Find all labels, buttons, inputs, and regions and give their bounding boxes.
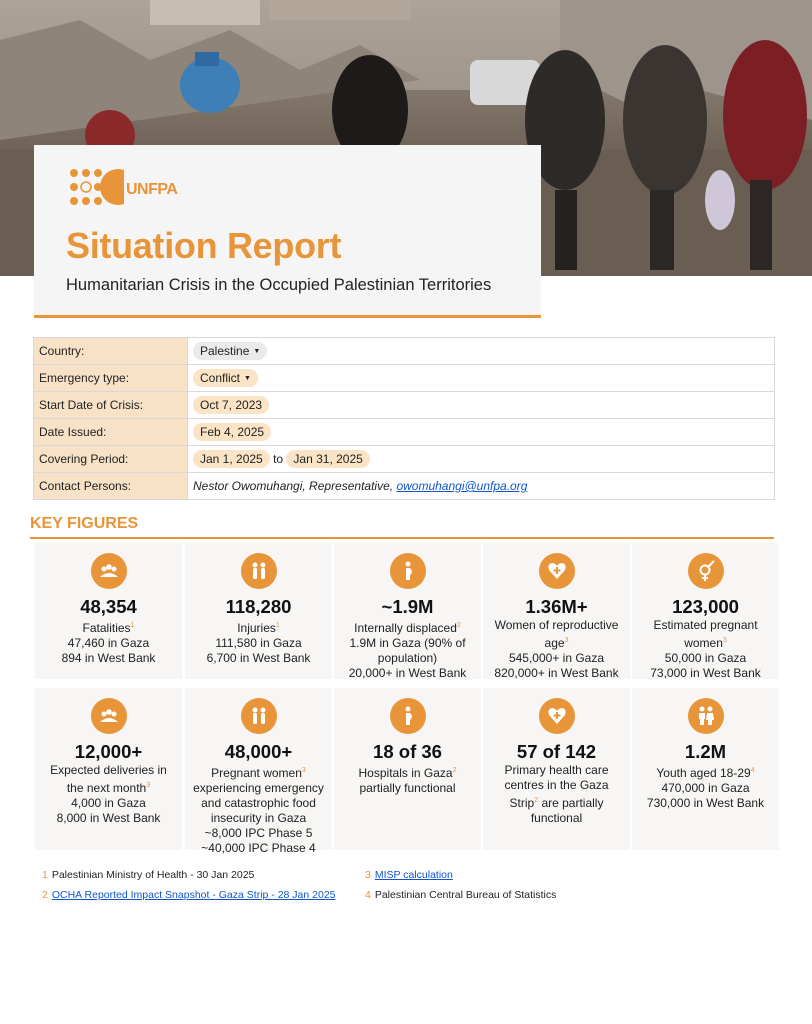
figure-detail: and catastrophic food [201,796,316,810]
footnote-ref: 2 [534,797,539,804]
period-start-chip[interactable]: Jan 1, 2025 [193,450,270,468]
figure-detail: 820,000+ in West Bank [494,666,619,680]
title-card [34,145,541,318]
figure-card-reproductive-age [483,543,630,679]
figure-detail: ~40,000 IPC Phase 4 [201,841,316,855]
figure-label-cont: centres in the Gaza [504,778,609,792]
footnote-ref: 3 [564,637,569,644]
figure-card-hospitals [334,688,481,850]
figure-detail: 545,000+ in Gaza [508,651,605,665]
figure-label: Pregnant women [211,766,302,780]
heart-health-icon [539,698,575,734]
info-row-date-issued [34,419,775,446]
youth-icon [688,698,724,734]
figure-detail: 111,580 in Gaza [215,636,302,650]
footnote-ref: 1 [130,622,135,629]
key-figures-heading: KEY FIGURES [30,515,139,532]
figure-card-health-centres [483,688,630,850]
footnote-text: Palestinian Central Bureau of Statistics [374,889,557,901]
info-row-contact [34,473,775,500]
figure-detail: 730,000 in West Bank [646,796,765,810]
figure-detail: 1.9M in Gaza (90% of [349,636,466,650]
footnote-ref: 2 [456,622,461,629]
figure-label: Expected deliveries in [50,763,167,777]
figure-label: Hospitals in Gaza [358,766,453,780]
footnote-3: 3 MISP calculation [365,869,453,881]
emergency-type-dropdown[interactable] [193,369,258,387]
figure-label: Estimated pregnant [653,618,758,632]
gender-symbol-icon [688,553,724,589]
figure-value: 18 of 36 [373,741,442,762]
figure-detail: 4,000 in Gaza [71,796,146,810]
figure-value: 1.2M [684,741,727,762]
figure-detail: functional [530,811,583,825]
figure-card-deliveries [35,688,182,850]
footnote-4: 4 Palestinian Central Bureau of Statistics [365,889,557,901]
start-date-chip[interactable]: Oct 7, 2023 [193,396,269,414]
figure-detail: 73,000 in West Bank [650,666,761,680]
people-group-icon [91,698,127,734]
footnote-ref: 3 [146,782,151,789]
pregnant-woman-icon [390,553,426,589]
figure-detail: 47,460 in Gaza [67,636,150,650]
figure-value: 48,354 [80,596,137,617]
figure-value: 123,000 [672,596,739,617]
figure-card-youth [632,688,779,850]
figure-label: Fatalities [82,621,131,635]
key-figures-divider [30,537,774,539]
figure-detail: ~8,000 IPC Phase 5 [204,826,313,840]
heart-health-icon [539,553,575,589]
figure-detail: 8,000 in West Bank [56,811,161,825]
family-icon [241,553,277,589]
chevron-down-icon: ▼ [244,375,251,383]
period-to-word: to [273,452,284,466]
people-group-icon [91,553,127,589]
figure-label-cont: women [684,636,723,650]
figure-label-cont: the next month [66,781,147,795]
info-row-period [34,446,775,473]
figure-value: ~1.9M [381,596,434,617]
figure-detail: partially functional [359,781,456,795]
figure-label-cont: Strip [509,796,535,810]
covering-period-label: Covering Period: [34,446,188,473]
start-date-label: Start Date of Crisis: [34,392,188,419]
emergency-type-value: Conflict [200,371,241,385]
country-label: Country: [34,338,188,365]
figure-value: 118,280 [225,596,292,617]
figure-label: Primary health care [504,763,609,777]
emergency-type-label: Emergency type: [34,365,188,392]
figure-card-injuries [185,543,332,679]
footnote-ref: 3 [722,637,727,644]
pregnant-woman-icon [390,698,426,734]
misp-calculation-link[interactable]: MISP calculation [374,869,453,881]
footnote-1: 1 Palestinian Ministry of Health - 30 Jan 2025 [42,869,255,881]
page-title: Situation Report [66,225,342,266]
figure-label-cont: age [544,636,565,650]
contact-email-link[interactable]: owomuhangi@unfpa.org [396,479,528,493]
figure-label: Women of reproductive [494,618,619,632]
period-end-chip[interactable]: Jan 31, 2025 [286,450,369,468]
page-subtitle: Humanitarian Crisis in the Occupied Palestinian Territories [66,276,492,294]
footnote-2: 2 OCHA Reported Impact Snapshot - Gaza Strip - 28 Jan 2025 [42,889,336,901]
footnote-ref: 4 [750,767,755,774]
figure-card-food-insecurity [185,688,332,855]
figure-value: 1.36M+ [525,596,588,617]
footnote-ref: 2 [452,767,457,774]
chevron-down-icon: ▼ [253,348,261,356]
figure-label-cont: are partially [538,796,604,810]
figure-label: Youth aged 18-29 [656,766,751,780]
contact-name: Nestor Owomuhangi, Representative, [193,479,394,493]
country-dropdown[interactable] [193,342,267,360]
unfpa-logo [68,167,188,217]
ocha-snapshot-link[interactable]: OCHA Reported Impact Snapshot - Gaza Strip - 28 Jan 2025 [51,889,336,901]
info-row-emergency [34,365,775,392]
figure-value: 48,000+ [224,741,293,762]
figure-detail: experiencing emergency [193,781,324,795]
figure-detail: 470,000 in Gaza [661,781,750,795]
info-row-country [34,338,775,365]
figure-card-displaced [334,543,481,679]
figure-card-pregnant-women [632,543,779,679]
figure-label: Internally displaced [354,621,457,635]
unfpa-dots-icon [68,167,124,217]
figure-value: 12,000+ [74,741,143,762]
country-value: Palestine [200,344,250,358]
figure-value: 57 of 142 [516,741,597,762]
figure-detail: population) [377,651,438,665]
figure-detail: 6,700 in West Bank [206,651,311,665]
date-issued-chip[interactable]: Feb 4, 2025 [193,423,271,441]
footnote-ref: 1 [275,622,280,629]
info-row-start-date [34,392,775,419]
footnote-text: Palestinian Ministry of Health - 30 Jan 2025 [51,869,255,881]
figure-detail: 20,000+ in West Bank [348,666,467,680]
figure-detail: insecurity in Gaza [210,811,307,825]
footnote-ref: 3 [301,767,306,774]
report-info-table [33,337,775,500]
figure-detail: 50,000 in Gaza [664,651,747,665]
figure-detail: 894 in West Bank [61,651,156,665]
figure-label: Injuries [237,621,276,635]
unfpa-logo-text: UNFPA [126,181,178,198]
contact-persons-label: Contact Persons: [34,473,188,500]
date-issued-label: Date Issued: [34,419,188,446]
family-icon [241,698,277,734]
figure-card-fatalities [35,543,182,679]
